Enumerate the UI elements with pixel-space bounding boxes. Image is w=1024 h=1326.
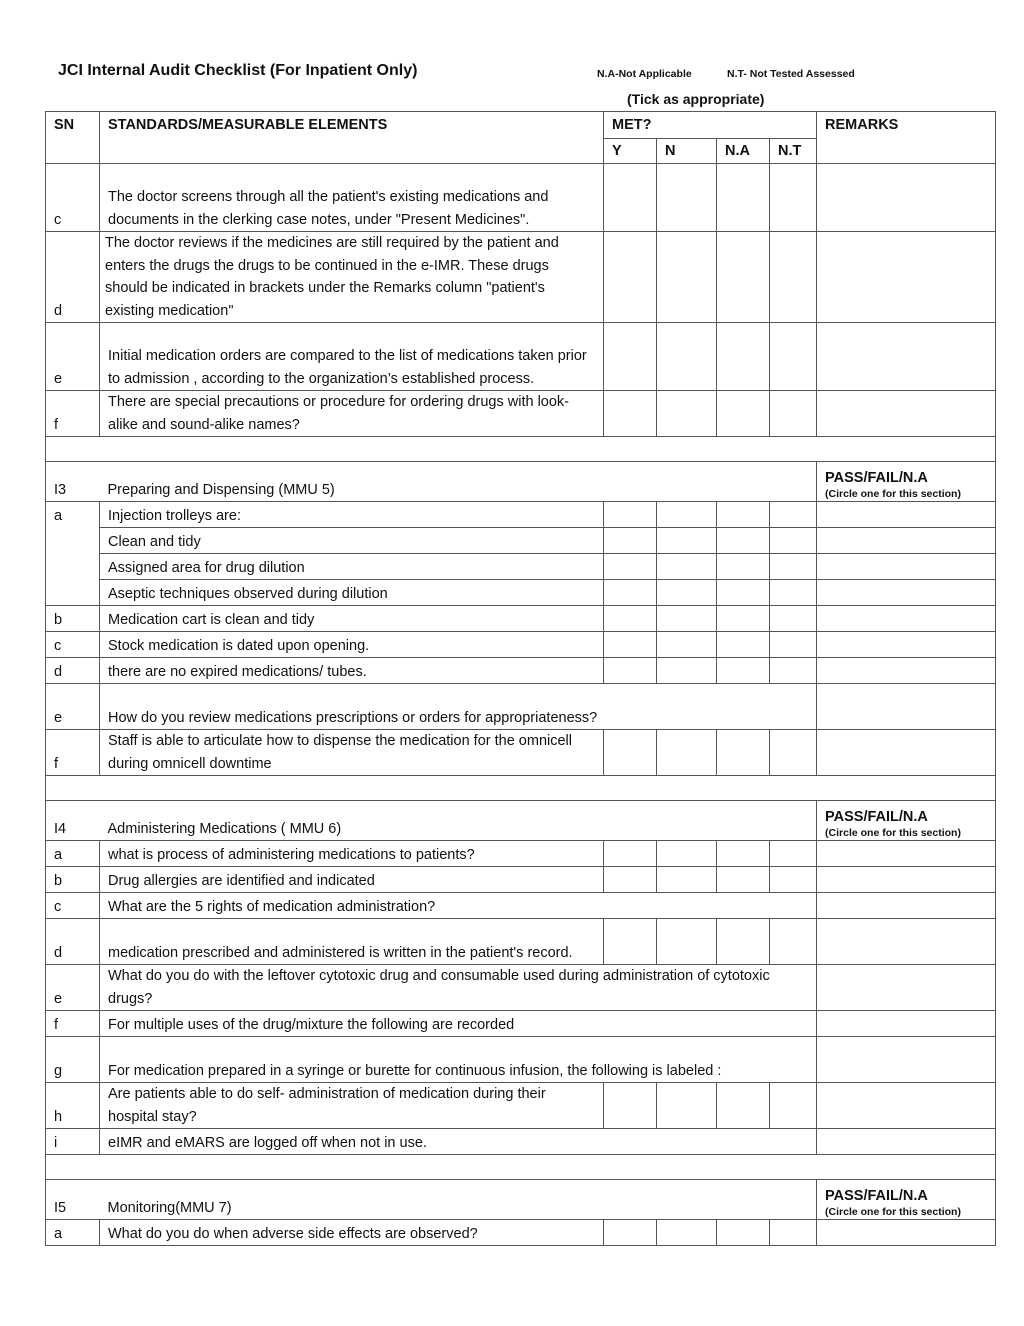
col-na-header: N.A [717,139,770,164]
row-sn [46,528,100,554]
met-na-cell[interactable] [717,606,770,632]
met-nt-cell[interactable] [770,391,817,437]
spacer-cell [46,437,996,462]
pass-fail-cell[interactable] [817,801,996,841]
met-nt-cell[interactable] [770,528,817,554]
section-header-i3 [46,462,996,502]
pass-fail-note: (Circle one for this section) [825,488,961,500]
remarks-cell[interactable] [817,919,996,965]
row-sn: f [46,1011,100,1037]
section-sn: I5 [46,1180,100,1220]
met-y-cell[interactable] [604,502,657,528]
nt-legend: N.T- Not Tested Assessed [727,68,855,80]
row-sn: d [46,919,100,965]
row-text: Are patients able to do self- administration of medication during their hospital stay? [100,1083,604,1129]
table-row [46,919,996,965]
met-nt-cell[interactable] [770,730,817,776]
met-y-cell[interactable] [604,841,657,867]
row-text: Aseptic techniques observed during dilution [100,580,604,606]
section-header-i4 [46,801,996,841]
met-na-cell[interactable] [717,232,770,323]
row-sn: a [46,502,100,528]
row-text: Drug allergies are identified and indicated [100,867,604,893]
remarks-cell[interactable] [817,1037,996,1083]
remarks-cell[interactable] [817,1220,996,1246]
pass-fail-label: PASS/FAIL/N.A [825,809,928,825]
met-y-cell[interactable] [604,528,657,554]
table-row [46,232,996,323]
pass-fail-label: PASS/FAIL/N.A [825,470,928,486]
header-row [46,112,996,139]
met-y-cell[interactable] [604,730,657,776]
row-text: Staff is able to articulate how to dispense the medication for the omnicell during omnicell downtime [100,730,604,776]
met-na-cell[interactable] [717,658,770,684]
audit-checklist-table [45,111,996,1246]
met-na-cell[interactable] [717,841,770,867]
met-y-cell[interactable] [604,323,657,391]
remarks-cell[interactable] [817,684,996,730]
spacer-row [46,437,996,462]
pass-fail-note: (Circle one for this section) [825,827,961,839]
met-y-cell[interactable] [604,606,657,632]
remarks-cell[interactable] [817,1083,996,1129]
remarks-cell[interactable] [817,606,996,632]
met-na-cell[interactable] [717,528,770,554]
row-text: there are no expired medications/ tubes. [100,658,604,684]
met-n-cell[interactable] [657,391,717,437]
standards-header-blank [100,139,604,164]
met-na-cell[interactable] [717,502,770,528]
section-title: Monitoring(MMU 7) [100,1180,817,1220]
met-na-cell[interactable] [717,323,770,391]
met-na-cell[interactable] [717,391,770,437]
remarks-cell[interactable] [817,391,996,437]
row-sn: c [46,164,100,232]
pass-fail-label: PASS/FAIL/N.A [825,1188,928,1204]
met-n-cell[interactable] [657,580,717,606]
row-sn: b [46,867,100,893]
remarks-cell[interactable] [817,323,996,391]
table-row [46,965,996,1011]
met-y-cell[interactable] [604,164,657,232]
met-n-cell[interactable] [657,658,717,684]
col-sn-header: SN [46,112,100,139]
row-text: Assigned area for drug dilution [100,554,604,580]
met-n-cell[interactable] [657,632,717,658]
row-sn [46,580,100,606]
row-sn: i [46,1129,100,1155]
row-text: How do you review medications prescriptions or orders for appropriateness? [100,684,817,730]
section-title: Preparing and Dispensing (MMU 5) [100,462,817,502]
col-standards-header: STANDARDS/MEASURABLE ELEMENTS [100,112,604,139]
met-n-cell[interactable] [657,528,717,554]
table-row [46,684,996,730]
table-row [46,841,996,867]
met-nt-cell[interactable] [770,632,817,658]
table-row [46,1129,996,1155]
remarks-cell[interactable] [817,580,996,606]
row-sn: a [46,841,100,867]
col-nt-header: N.T [770,139,817,164]
table-row [46,323,996,391]
row-sn [46,554,100,580]
spacer-row [46,1155,996,1180]
col-met-header: MET? [604,112,817,139]
row-text: The doctor screens through all the patient's existing medications and documents in the clerking case notes, under "Present Medicines". [100,164,604,232]
met-na-cell[interactable] [717,164,770,232]
row-sn: f [46,391,100,437]
col-y-header: Y [604,139,657,164]
met-nt-cell[interactable] [770,502,817,528]
met-n-cell[interactable] [657,919,717,965]
met-y-cell[interactable] [604,232,657,323]
met-na-cell[interactable] [717,580,770,606]
met-nt-cell[interactable] [770,867,817,893]
met-nt-cell[interactable] [770,554,817,580]
row-text: For multiple uses of the drug/mixture the following are recorded [100,1011,817,1037]
remarks-cell[interactable] [817,658,996,684]
met-nt-cell[interactable] [770,919,817,965]
met-nt-cell[interactable] [770,606,817,632]
remarks-cell[interactable] [817,1011,996,1037]
row-sn: e [46,684,100,730]
remarks-cell[interactable] [817,502,996,528]
met-na-cell[interactable] [717,1220,770,1246]
met-n-cell[interactable] [657,730,717,776]
row-sn: e [46,323,100,391]
table-row [46,1037,996,1083]
met-na-cell[interactable] [717,554,770,580]
section-title: Administering Medications ( MMU 6) [100,801,817,841]
pass-fail-cell[interactable] [817,1180,996,1220]
spacer-cell [46,1155,996,1180]
row-text: Injection trolleys are: [100,502,604,528]
table-row [46,391,996,437]
met-nt-cell[interactable] [770,1083,817,1129]
remarks-cell[interactable] [817,893,996,919]
remarks-cell[interactable] [817,1129,996,1155]
met-y-cell[interactable] [604,632,657,658]
spacer-row [46,776,996,801]
row-text: There are special precautions or procedure for ordering drugs with look-alike and sound-alike names? [100,391,604,437]
remarks-cell[interactable] [817,528,996,554]
met-nt-cell[interactable] [770,1220,817,1246]
met-nt-cell[interactable] [770,323,817,391]
remarks-cell[interactable] [817,632,996,658]
row-sn: f [46,730,100,776]
met-nt-cell[interactable] [770,164,817,232]
met-na-cell[interactable] [717,730,770,776]
section-header-i5 [46,1180,996,1220]
section-sn: I4 [46,801,100,841]
met-y-cell[interactable] [604,658,657,684]
row-sn: e [46,965,100,1011]
row-sn: a [46,1220,100,1246]
table-row [46,528,996,554]
row-sn: b [46,606,100,632]
met-n-cell[interactable] [657,841,717,867]
met-na-cell[interactable] [717,867,770,893]
pass-fail-cell[interactable] [817,462,996,502]
remarks-cell[interactable] [817,232,996,323]
table-row [46,632,996,658]
met-n-cell[interactable] [657,606,717,632]
row-sn: d [46,658,100,684]
table-row [46,1011,996,1037]
row-text: eIMR and eMARS are logged off when not in use. [100,1129,817,1155]
sn-header-blank [46,139,100,164]
table-row [46,606,996,632]
met-y-cell[interactable] [604,1220,657,1246]
row-text: medication prescribed and administered is written in the patient's record. [100,919,604,965]
spacer-cell [46,776,996,801]
row-sn: d [46,232,100,323]
remarks-cell[interactable] [817,554,996,580]
met-y-cell[interactable] [604,391,657,437]
table-row [46,658,996,684]
row-sn: g [46,1037,100,1083]
met-n-cell[interactable] [657,323,717,391]
remarks-cell[interactable] [817,867,996,893]
col-remarks-header: REMARKS [817,112,996,139]
table-row [46,164,996,232]
row-text: what is process of administering medications to patients? [100,841,604,867]
met-na-cell[interactable] [717,1083,770,1129]
table-row [46,502,996,528]
subheader-row [46,139,996,164]
met-y-cell[interactable] [604,554,657,580]
table-row [46,867,996,893]
met-n-cell[interactable] [657,554,717,580]
table-row [46,1083,996,1129]
met-y-cell[interactable] [604,1083,657,1129]
table-row [46,730,996,776]
remarks-cell[interactable] [817,965,996,1011]
table-row [46,554,996,580]
met-y-cell[interactable] [604,919,657,965]
met-n-cell[interactable] [657,1220,717,1246]
met-na-cell[interactable] [717,632,770,658]
remarks-header-blank [817,139,996,164]
row-text: Medication cart is clean and tidy [100,606,604,632]
row-text: What do you do with the leftover cytotoxic drug and consumable used during administration of cytotoxic drugs? [100,965,817,1011]
met-nt-cell[interactable] [770,658,817,684]
section-sn: I3 [46,462,100,502]
row-text: Stock medication is dated upon opening. [100,632,604,658]
row-text: For medication prepared in a syringe or burette for continuous infusion, the following is labeled : [100,1037,817,1083]
met-y-cell[interactable] [604,580,657,606]
met-n-cell[interactable] [657,164,717,232]
na-legend: N.A-Not Applicable [597,68,692,80]
col-n-header: N [657,139,717,164]
row-sn: h [46,1083,100,1129]
table-row [46,893,996,919]
row-sn: c [46,893,100,919]
row-text: Initial medication orders are compared to the list of medications taken prior to admission , according to the organization’s established process. [100,323,604,391]
checklist-title: JCI Internal Audit Checklist (For Inpatient Only) [58,62,418,79]
pass-fail-note: (Circle one for this section) [825,1206,961,1218]
met-n-cell[interactable] [657,232,717,323]
table-row [46,1220,996,1246]
row-text: The doctor reviews if the medicines are still required by the patient and enters the drugs the drugs to be continued in the e-IMR. These drugs should be indicated in brackets under the Remarks column "patient's existing medication" [100,232,604,323]
met-nt-cell[interactable] [770,841,817,867]
met-nt-cell[interactable] [770,580,817,606]
row-text: Clean and tidy [100,528,604,554]
met-na-cell[interactable] [717,919,770,965]
met-nt-cell[interactable] [770,232,817,323]
remarks-cell[interactable] [817,730,996,776]
tick-note: (Tick as appropriate) [627,91,765,107]
table-row [46,580,996,606]
row-sn: c [46,632,100,658]
met-n-cell[interactable] [657,1083,717,1129]
remarks-cell[interactable] [817,164,996,232]
met-n-cell[interactable] [657,867,717,893]
row-text: What are the 5 rights of medication administration? [100,893,817,919]
met-n-cell[interactable] [657,502,717,528]
remarks-cell[interactable] [817,841,996,867]
met-y-cell[interactable] [604,867,657,893]
row-text: What do you do when adverse side effects are observed? [100,1220,604,1246]
